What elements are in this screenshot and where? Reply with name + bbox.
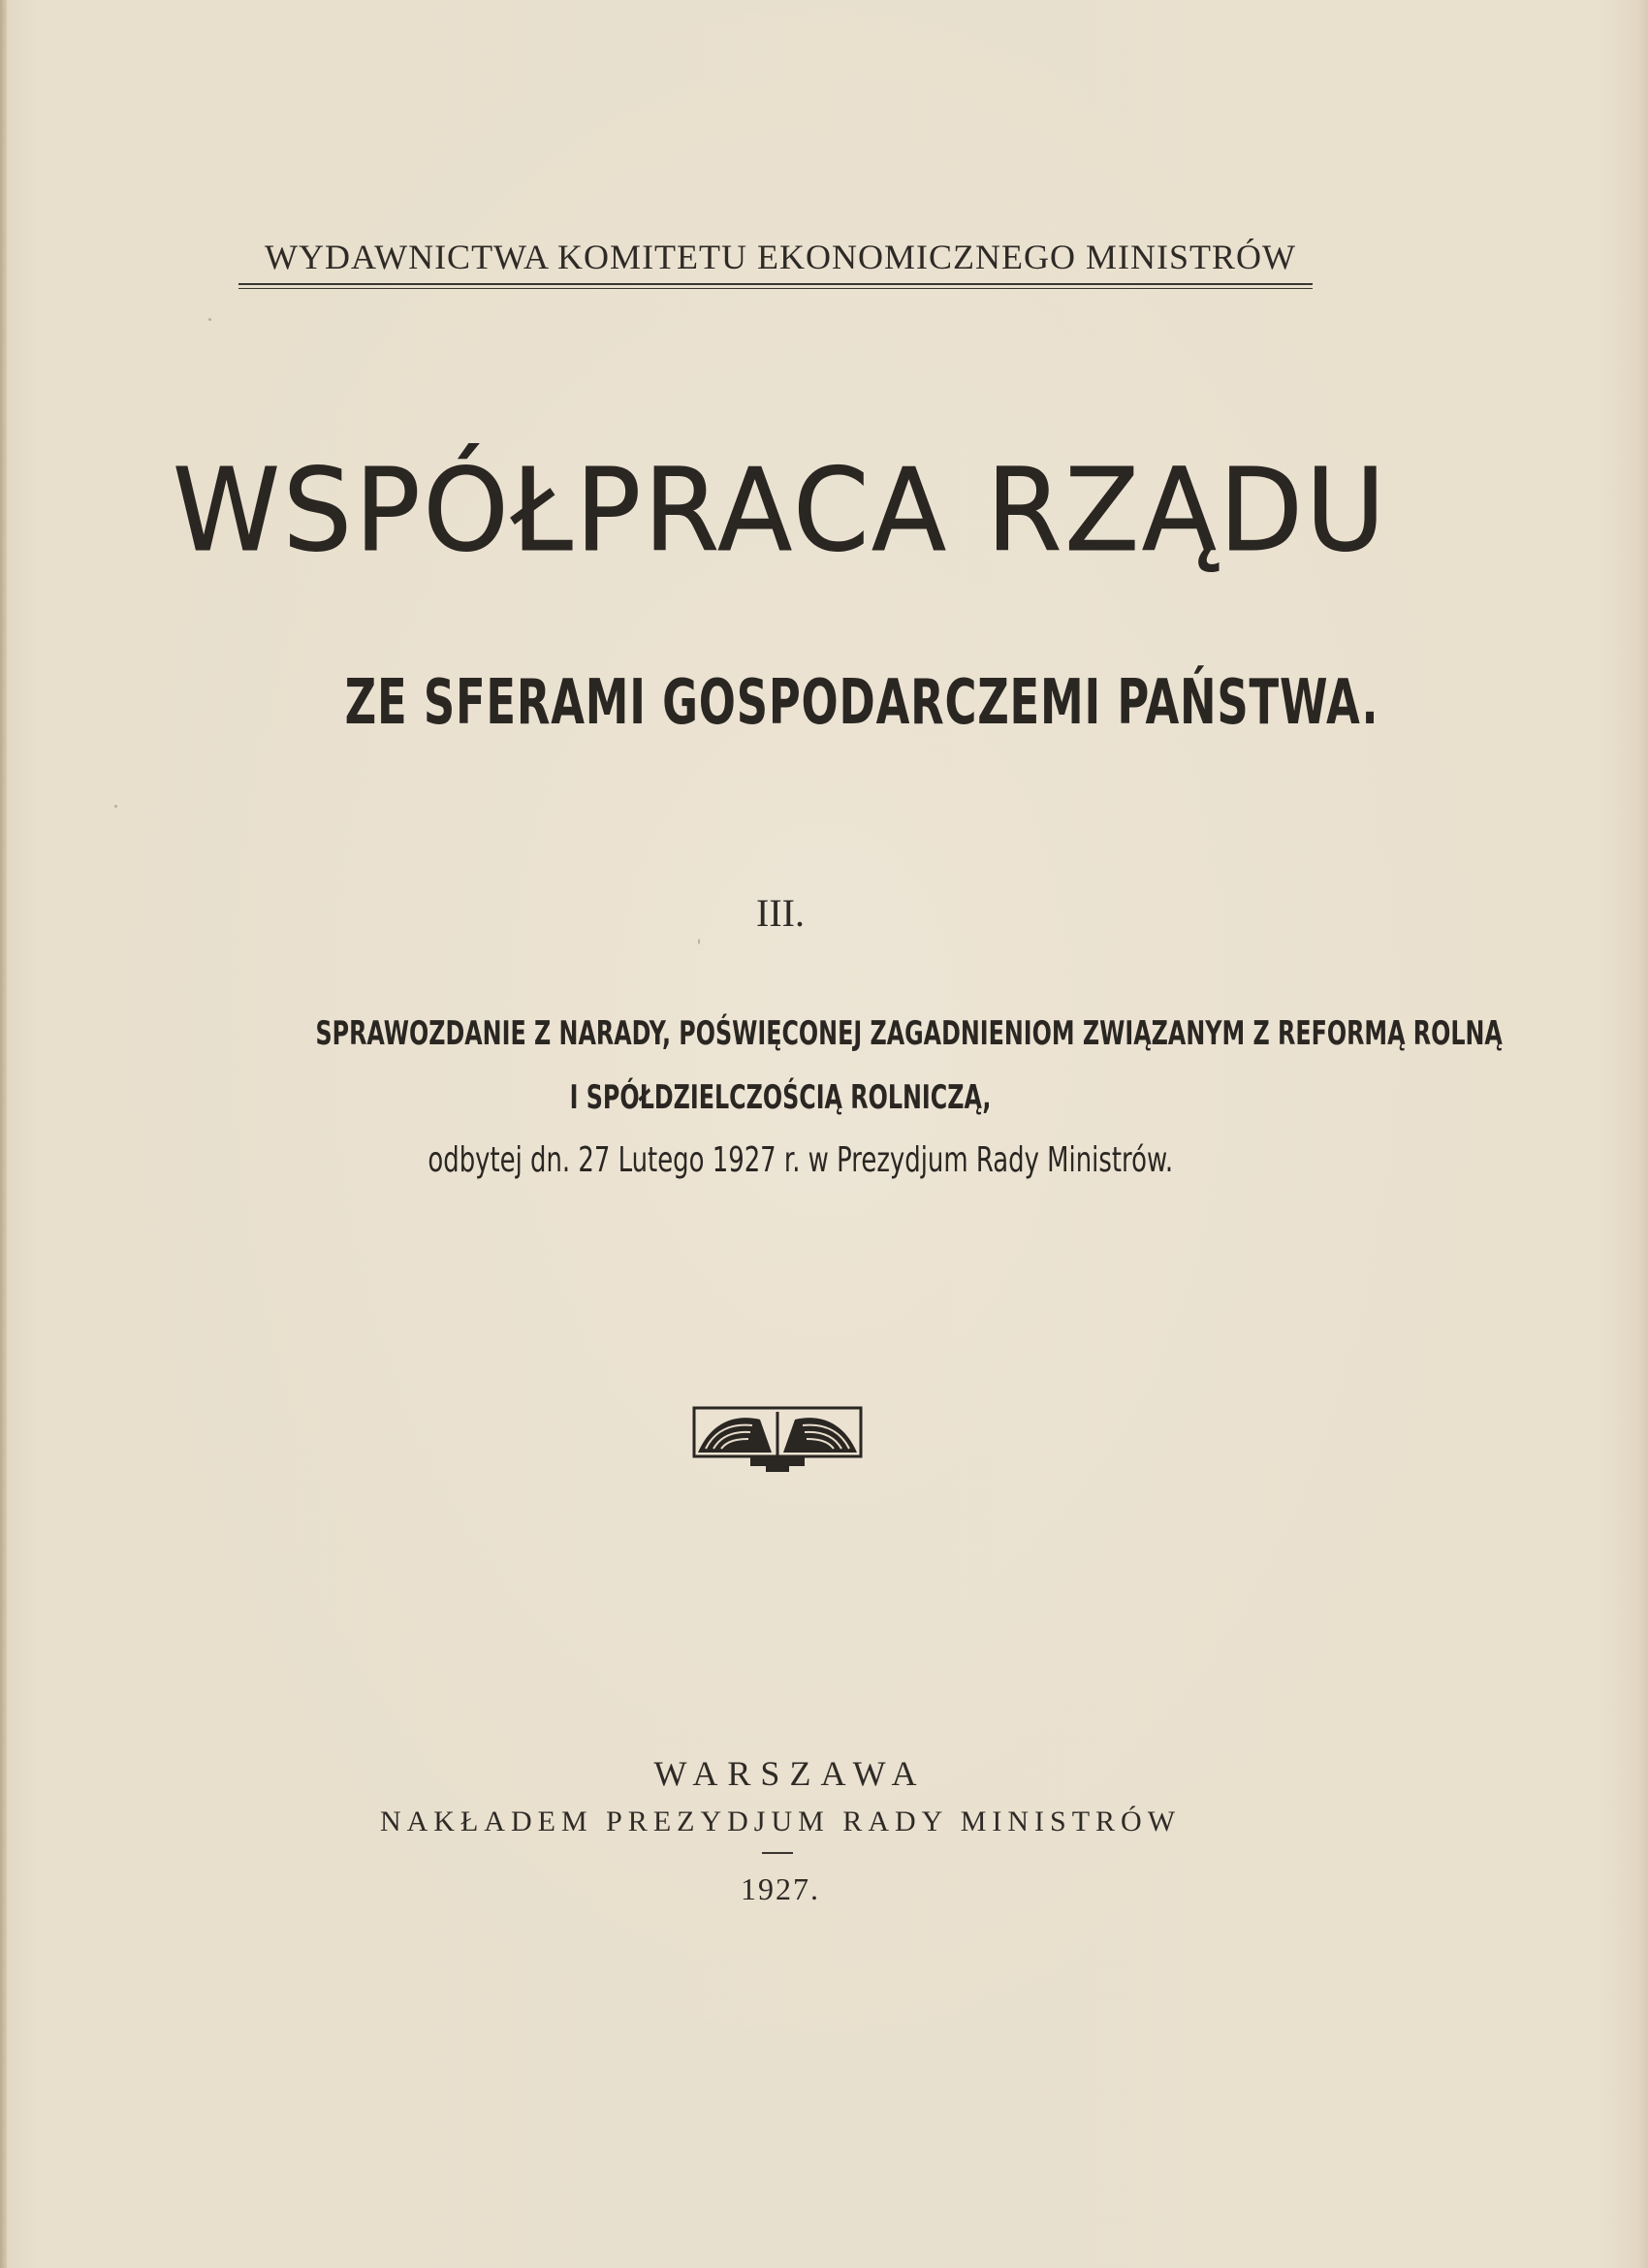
volume-number: III. — [756, 891, 805, 935]
meeting-date-line: odbytej dn. 27 Lutego 1927 r. w Prezydjum Rady Ministrów. — [428, 1140, 1174, 1180]
series-rule-thin — [238, 288, 1313, 289]
imprint-city: WARSZAWA — [653, 1754, 927, 1793]
report-description-line-2: I SPÓŁDZIELCZOŚCIĄ ROLNICZĄ, — [569, 1078, 992, 1117]
paper-speck — [208, 318, 211, 321]
imprint-publisher: NAKŁADEM PREZYDJUM RADY MINISTRÓW — [379, 1805, 1182, 1837]
imprint-year: 1927. — [741, 1871, 820, 1906]
paper-speck — [698, 939, 700, 944]
report-description-line-1: SPRAWOZDANIE Z NARADY, POŚWIĘCONEJ ZAGADNIENIOM ZWIĄZANYM Z REFORMĄ ROLNĄ — [315, 1014, 1503, 1053]
page-edge — [0, 0, 7, 2268]
series-rule-thick — [238, 283, 1313, 285]
open-book-ornament-icon — [692, 1402, 863, 1474]
page-title: WSPÓŁPRACA RZĄDU — [173, 444, 1388, 578]
paper-speck — [114, 805, 117, 808]
imprint-divider — [762, 1852, 793, 1854]
page-subtitle: ZE SFERAMI GOSPODARCZEMI PAŃSTWA. — [344, 667, 1379, 739]
series-heading: WYDAWNICTWA KOMITETU EKONOMICZNEGO MINISTRÓW — [265, 238, 1296, 276]
